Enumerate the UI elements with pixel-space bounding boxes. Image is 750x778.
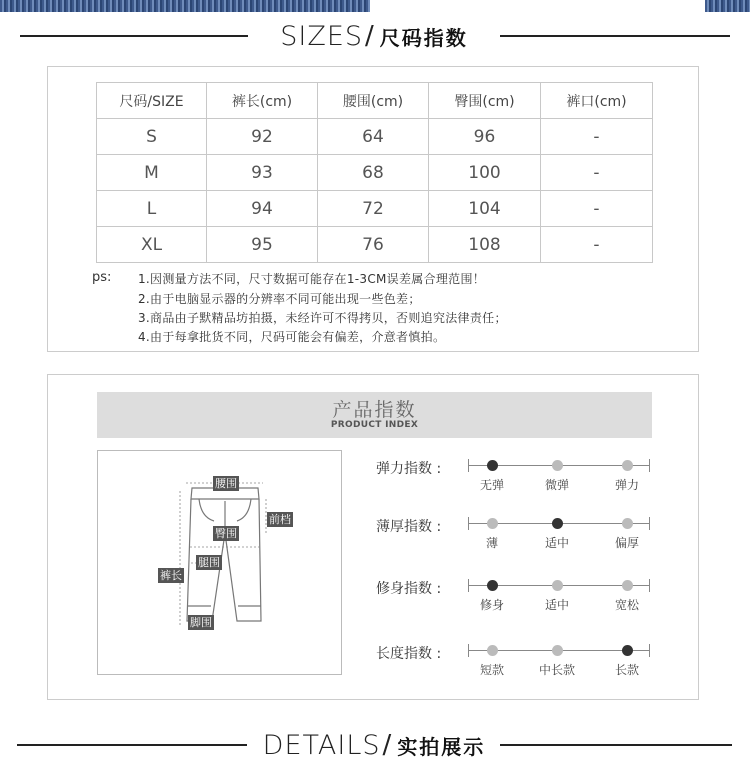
scale-tick-label: 偏厚 bbox=[614, 536, 640, 550]
note-line: 4.由于每拿批货不同，尺码可能会有偏差，介意者慎拍。 bbox=[138, 330, 446, 344]
table-cell: 104 bbox=[429, 191, 541, 227]
scale-dot bbox=[487, 518, 498, 529]
col-header-hem: 裤口(cm) bbox=[541, 83, 653, 119]
size-table-header-row bbox=[97, 83, 653, 119]
details-title-slash: / bbox=[382, 730, 392, 760]
note-line: 1.因测量方法不同，尺寸数据可能存在1-3CM误差属合理范围！ bbox=[138, 272, 486, 286]
table-cell: 96 bbox=[429, 119, 541, 155]
diagram-label-hem: 脚围 bbox=[190, 616, 212, 629]
diagram-label-thigh: 腿围 bbox=[198, 556, 220, 569]
col-header-waist: 腰围(cm) bbox=[318, 83, 429, 119]
pants-measurement-diagram bbox=[97, 450, 342, 675]
table-cell: 64 bbox=[318, 119, 429, 155]
scale-end-cap bbox=[468, 459, 469, 472]
col-header-length: 裤长(cm) bbox=[207, 83, 318, 119]
scale-end-cap bbox=[649, 517, 650, 530]
table-row bbox=[97, 119, 653, 155]
details-title bbox=[248, 725, 500, 765]
table-row bbox=[97, 155, 653, 191]
product-index-banner bbox=[97, 392, 652, 438]
scale-tick-label: 长款 bbox=[614, 663, 640, 677]
scale-tick-label: 修身 bbox=[479, 598, 505, 612]
scale-dot bbox=[552, 645, 563, 656]
denim-photo-strip-left bbox=[0, 0, 370, 12]
scale-tick-label: 短款 bbox=[479, 663, 505, 677]
size-table bbox=[96, 82, 653, 263]
scale-tick-label: 无弹 bbox=[479, 478, 505, 492]
table-cell: M bbox=[97, 155, 207, 191]
sizes-title-en: SIZES bbox=[280, 20, 364, 52]
scale-dot-selected bbox=[487, 460, 498, 471]
index-scale bbox=[468, 459, 650, 473]
scale-tick-label: 薄 bbox=[485, 536, 499, 550]
denim-photo-strip-right bbox=[705, 0, 750, 12]
col-header-size: 尺码/SIZE bbox=[97, 83, 207, 119]
table-cell: S bbox=[97, 119, 207, 155]
table-cell: 76 bbox=[318, 227, 429, 263]
notes-prefix: ps: bbox=[92, 270, 112, 285]
sizes-title bbox=[248, 16, 500, 56]
scale-end-cap bbox=[468, 517, 469, 530]
scale-end-cap bbox=[468, 579, 469, 592]
table-cell: - bbox=[541, 191, 653, 227]
product-index-title-cn: 产品指数 bbox=[332, 399, 417, 421]
scale-tick-label: 适中 bbox=[544, 536, 570, 550]
scale-dot bbox=[622, 460, 633, 471]
table-row bbox=[97, 191, 653, 227]
table-row bbox=[97, 227, 653, 263]
details-title-cn: 实拍展示 bbox=[397, 734, 486, 759]
header-rule-right bbox=[500, 744, 732, 746]
scale-dot-selected bbox=[622, 645, 633, 656]
table-cell: 108 bbox=[429, 227, 541, 263]
table-cell: - bbox=[541, 119, 653, 155]
note-line: 3.商品由子默精品坊拍摄，未经许可不得拷贝，否则追究法律责任； bbox=[138, 311, 507, 325]
diagram-label-waist: 腰围 bbox=[215, 477, 237, 490]
diagram-label-hip: 臀围 bbox=[215, 527, 237, 540]
table-cell: XL bbox=[97, 227, 207, 263]
header-rule-right bbox=[500, 35, 730, 37]
index-scale bbox=[468, 517, 650, 531]
index-label: 修身指数 : bbox=[376, 581, 442, 597]
table-cell: - bbox=[541, 227, 653, 263]
scale-tick-label: 微弹 bbox=[544, 478, 570, 492]
scale-dot bbox=[552, 460, 563, 471]
details-title-en: DETAILS bbox=[262, 729, 381, 761]
table-cell: 92 bbox=[207, 119, 318, 155]
index-label: 薄厚指数 : bbox=[376, 519, 442, 535]
note-line: 2.由于电脑显示器的分辨率不同可能出现一些色差； bbox=[138, 292, 421, 306]
sizes-title-slash: / bbox=[365, 21, 374, 51]
table-cell: L bbox=[97, 191, 207, 227]
scale-dot-selected bbox=[487, 580, 498, 591]
scale-tick-label: 宽松 bbox=[614, 598, 640, 612]
table-cell: 72 bbox=[318, 191, 429, 227]
table-cell: 100 bbox=[429, 155, 541, 191]
table-cell: 93 bbox=[207, 155, 318, 191]
col-header-hip: 臀围(cm) bbox=[429, 83, 541, 119]
index-scale bbox=[468, 579, 650, 593]
scale-dot bbox=[622, 518, 633, 529]
index-label: 弹力指数 : bbox=[376, 461, 442, 477]
table-cell: 95 bbox=[207, 227, 318, 263]
scale-tick-label: 适中 bbox=[544, 598, 570, 612]
scale-tick-label: 弹力 bbox=[614, 478, 640, 492]
sizes-title-cn: 尺码指数 bbox=[379, 25, 468, 50]
scale-end-cap bbox=[468, 644, 469, 657]
scale-end-cap bbox=[649, 459, 650, 472]
scale-end-cap bbox=[649, 644, 650, 657]
table-cell: 94 bbox=[207, 191, 318, 227]
diagram-label-length: 裤长 bbox=[160, 569, 182, 582]
product-index-title-en: PRODUCT INDEX bbox=[330, 420, 419, 430]
details-section-header bbox=[0, 725, 750, 765]
sizes-section-header bbox=[0, 16, 750, 56]
scale-dot bbox=[622, 580, 633, 591]
diagram-label-front-rise: 前档 bbox=[269, 513, 291, 526]
scale-tick-label: 中长款 bbox=[538, 663, 576, 677]
scale-dot-selected bbox=[552, 518, 563, 529]
scale-end-cap bbox=[649, 579, 650, 592]
index-label: 长度指数 : bbox=[376, 646, 442, 662]
header-rule-left bbox=[20, 35, 248, 37]
table-cell: 68 bbox=[318, 155, 429, 191]
index-scale bbox=[468, 644, 650, 658]
scale-dot bbox=[487, 645, 498, 656]
header-rule-left bbox=[17, 744, 247, 746]
table-cell: - bbox=[541, 155, 653, 191]
scale-dot bbox=[552, 580, 563, 591]
